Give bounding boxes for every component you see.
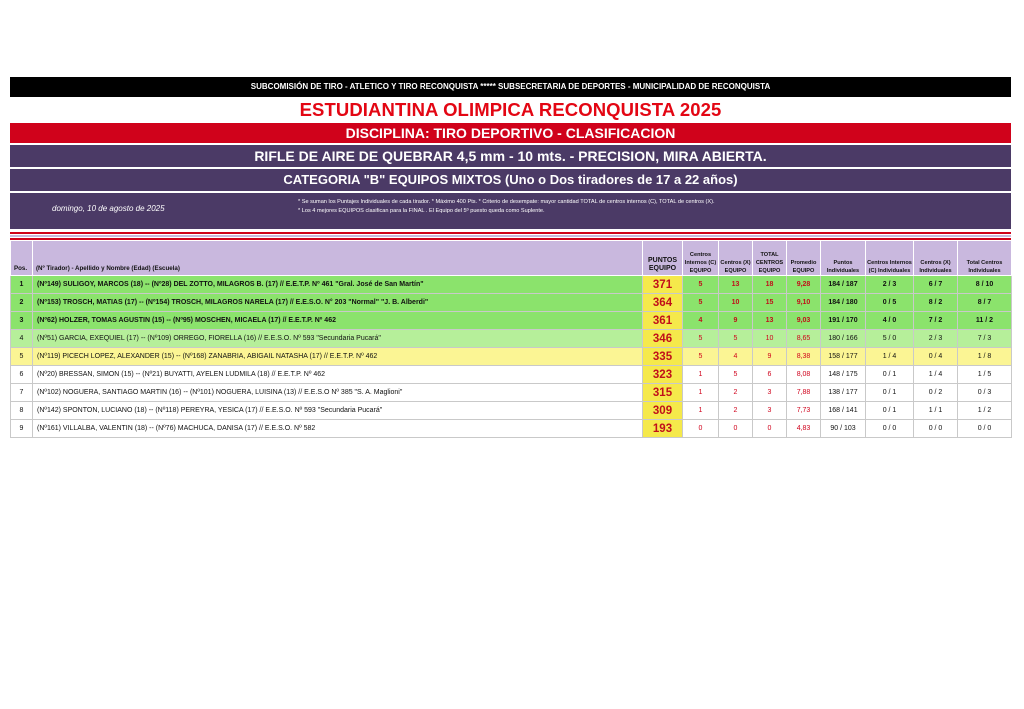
row-total-ind: 8 / 7	[958, 294, 1012, 312]
row-pos: 1	[11, 276, 33, 294]
row-total-ind: 7 / 3	[958, 330, 1012, 348]
row-total-ind: 0 / 0	[958, 420, 1012, 438]
discipline-banner: DISCIPLINA: TIRO DEPORTIVO - CLASIFICACION	[10, 123, 1011, 143]
row-x-ind: 7 / 2	[914, 312, 958, 330]
row-x-team: 5	[719, 330, 753, 348]
row-inner-team: 5	[683, 294, 719, 312]
row-inner-ind: 0 / 1	[866, 402, 914, 420]
row-total-team: 10	[753, 330, 787, 348]
row-pos: 2	[11, 294, 33, 312]
row-points-ind: 158 / 177	[821, 348, 866, 366]
info-banner	[10, 193, 1011, 229]
col-header-name: (Nº Tirador) - Apellido y Nombre (Edad) (Escuela)	[33, 241, 643, 276]
row-team-name: (Nº153) TROSCH, MATIAS (17) -- (Nº154) TROSCH, MILAGROS NARELA (17) // E.E.S.O. N° 203 "Normal" "J. B. Alberdi"	[33, 294, 643, 312]
row-total-ind: 11 / 2	[958, 312, 1012, 330]
row-total-team: 15	[753, 294, 787, 312]
table-row	[11, 330, 1012, 348]
row-team-name: (Nº119) PICECH LOPEZ, ALEXANDER (15) -- (Nº168) ZANABRIA, ABIGAIL NATASHA (17) // E.E.T.P. Nº 462	[33, 348, 643, 366]
table-row	[11, 348, 1012, 366]
row-team-points: 335	[643, 348, 683, 366]
row-team-points: 361	[643, 312, 683, 330]
row-total-ind: 1 / 2	[958, 402, 1012, 420]
results-table	[10, 240, 1012, 438]
row-total-team: 3	[753, 384, 787, 402]
row-team-points: 309	[643, 402, 683, 420]
results-body	[11, 276, 1012, 438]
row-total-team: 0	[753, 420, 787, 438]
col-header-pos: Pos.	[11, 241, 33, 276]
row-inner-ind: 4 / 0	[866, 312, 914, 330]
row-avg-team: 9,03	[787, 312, 821, 330]
col-header-points-ind: Puntos Individuales	[821, 241, 866, 276]
row-avg-team: 7,88	[787, 384, 821, 402]
row-x-team: 2	[719, 384, 753, 402]
row-inner-ind: 0 / 1	[866, 384, 914, 402]
row-team-points: 364	[643, 294, 683, 312]
row-x-team: 4	[719, 348, 753, 366]
row-avg-team: 8,38	[787, 348, 821, 366]
row-inner-team: 1	[683, 402, 719, 420]
row-inner-ind: 2 / 3	[866, 276, 914, 294]
row-total-ind: 8 / 10	[958, 276, 1012, 294]
row-x-team: 5	[719, 366, 753, 384]
row-team-points: 323	[643, 366, 683, 384]
row-x-ind: 2 / 3	[914, 330, 958, 348]
row-points-ind: 168 / 141	[821, 402, 866, 420]
row-total-ind: 0 / 3	[958, 384, 1012, 402]
row-avg-team: 9,28	[787, 276, 821, 294]
event-banner: RIFLE DE AIRE DE QUEBRAR 4,5 mm - 10 mts. - PRECISION, MIRA ABIERTA.	[10, 145, 1011, 167]
row-pos: 3	[11, 312, 33, 330]
row-team-points: 371	[643, 276, 683, 294]
rules-notes	[298, 198, 715, 216]
row-team-name: (Nº161) VILLALBA, VALENTIN (18) -- (Nº76) MACHUCA, DANISA (17) // E.E.S.O. Nº 582	[33, 420, 643, 438]
row-team-name: (Nº149) SULIGOY, MARCOS (18) -- (Nº28) DEL ZOTTO, MILAGROS B. (17) // E.E.T.P. Nº 461 "Gral. José de San Martín"	[33, 276, 643, 294]
row-avg-team: 4,83	[787, 420, 821, 438]
category-banner: CATEGORIA "B" EQUIPOS MIXTOS (Uno o Dos tiradores de 17 a 22 años)	[10, 169, 1011, 191]
row-inner-team: 1	[683, 384, 719, 402]
col-header-avg-team: Promedio EQUIPO	[787, 241, 821, 276]
col-header-inner-team: Centros Internos (C) EQUIPO	[683, 241, 719, 276]
row-avg-team: 9,10	[787, 294, 821, 312]
table-row	[11, 294, 1012, 312]
row-avg-team: 7,73	[787, 402, 821, 420]
row-total-team: 6	[753, 366, 787, 384]
row-avg-team: 8,08	[787, 366, 821, 384]
row-avg-team: 8,65	[787, 330, 821, 348]
table-row	[11, 366, 1012, 384]
row-x-team: 2	[719, 402, 753, 420]
row-points-ind: 184 / 180	[821, 294, 866, 312]
row-total-ind: 1 / 5	[958, 366, 1012, 384]
row-pos: 5	[11, 348, 33, 366]
row-team-name: (Nº62) HOLZER, TOMAS AGUSTIN (15) -- (Nº95) MOSCHEN, MICAELA (17) // E.E.T.P. Nº 462	[33, 312, 643, 330]
row-x-ind: 0 / 0	[914, 420, 958, 438]
row-pos: 6	[11, 366, 33, 384]
row-inner-ind: 0 / 5	[866, 294, 914, 312]
row-x-ind: 1 / 4	[914, 366, 958, 384]
row-x-ind: 8 / 2	[914, 294, 958, 312]
row-total-team: 18	[753, 276, 787, 294]
divider-stripes	[10, 232, 1011, 240]
row-x-ind: 0 / 2	[914, 384, 958, 402]
row-total-team: 13	[753, 312, 787, 330]
row-total-team: 3	[753, 402, 787, 420]
row-x-ind: 1 / 1	[914, 402, 958, 420]
row-points-ind: 138 / 177	[821, 384, 866, 402]
row-total-team: 9	[753, 348, 787, 366]
row-inner-team: 5	[683, 276, 719, 294]
row-inner-team: 5	[683, 348, 719, 366]
row-team-points: 193	[643, 420, 683, 438]
table-row	[11, 312, 1012, 330]
row-x-team: 13	[719, 276, 753, 294]
row-points-ind: 90 / 103	[821, 420, 866, 438]
row-team-name: (Nº51) GARCIA, EXEQUIEL (17) -- (Nº109) ORREGO, FIORELLA (16) // E.E.S.O. Nº 593 "Secundaria Pucará"	[33, 330, 643, 348]
row-inner-team: 5	[683, 330, 719, 348]
row-points-ind: 191 / 170	[821, 312, 866, 330]
table-row	[11, 402, 1012, 420]
col-header-total-ind: Total Centros Individuales	[958, 241, 1012, 276]
row-x-ind: 6 / 7	[914, 276, 958, 294]
event-date: domingo, 10 de agosto de 2025	[52, 204, 165, 213]
results-sheet	[10, 77, 1011, 438]
page-title: ESTUDIANTINA OLIMPICA RECONQUISTA 2025	[10, 97, 1011, 123]
row-pos: 7	[11, 384, 33, 402]
row-x-team: 0	[719, 420, 753, 438]
table-row	[11, 384, 1012, 402]
organizers-banner: SUBCOMISIÓN DE TIRO - ATLETICO Y TIRO RECONQUISTA ***** SUBSECRETARIA DE DEPORTES - MUNICIPALIDAD DE RECONQUISTA	[10, 77, 1011, 97]
row-x-ind: 0 / 4	[914, 348, 958, 366]
table-row	[11, 420, 1012, 438]
row-inner-ind: 5 / 0	[866, 330, 914, 348]
col-header-total-team: TOTAL CENTROS EQUIPO	[753, 241, 787, 276]
row-inner-ind: 1 / 4	[866, 348, 914, 366]
row-team-points: 346	[643, 330, 683, 348]
row-team-name: (Nº102) NOGUERA, SANTIAGO MARTIN (16) -- (Nº101) NOGUERA, LUISINA (13) // E.E.S.O Nº 385 "S. A. Maglioni"	[33, 384, 643, 402]
row-inner-team: 4	[683, 312, 719, 330]
row-team-name: (Nº20) BRESSAN, SIMON (15) -- (Nº21) BUYATTI, AYELEN LUDMILA (18) // E.E.T.P. Nº 462	[33, 366, 643, 384]
table-row	[11, 276, 1012, 294]
col-header-x-ind: Centros (X) Individuales	[914, 241, 958, 276]
col-header-inner-ind: Centros Internos (C) Individuales	[866, 241, 914, 276]
row-x-team: 10	[719, 294, 753, 312]
col-header-x-team: Centros (X) EQUIPO	[719, 241, 753, 276]
row-team-name: (Nº142) SPONTON, LUCIANO (18) -- (Nº118) PEREYRA, YESICA (17) // E.E.S.O. Nº 593 "Secundaria Pucará"	[33, 402, 643, 420]
row-points-ind: 180 / 166	[821, 330, 866, 348]
row-pos: 9	[11, 420, 33, 438]
rules-note-1: * Se suman los Puntajes Individuales de cada tirador. * Máximo 400 Pts. * Criterio de desempate: mayor cantidad TOTAL de centros internos (C), TOTAL de centros (X).	[298, 199, 715, 205]
row-total-ind: 1 / 8	[958, 348, 1012, 366]
row-x-team: 9	[719, 312, 753, 330]
row-inner-ind: 0 / 0	[866, 420, 914, 438]
row-team-points: 315	[643, 384, 683, 402]
row-inner-ind: 0 / 1	[866, 366, 914, 384]
row-pos: 4	[11, 330, 33, 348]
row-pos: 8	[11, 402, 33, 420]
row-points-ind: 148 / 175	[821, 366, 866, 384]
col-header-points: PUNTOS EQUIPO	[643, 241, 683, 276]
row-inner-team: 1	[683, 366, 719, 384]
row-points-ind: 184 / 187	[821, 276, 866, 294]
row-inner-team: 0	[683, 420, 719, 438]
table-header-row	[11, 241, 1012, 276]
rules-note-2: * Los 4 mejores EQUIPOS clasifican para la FINAL . El Equipo del 5º puesto queda como Suplente.	[298, 208, 545, 214]
